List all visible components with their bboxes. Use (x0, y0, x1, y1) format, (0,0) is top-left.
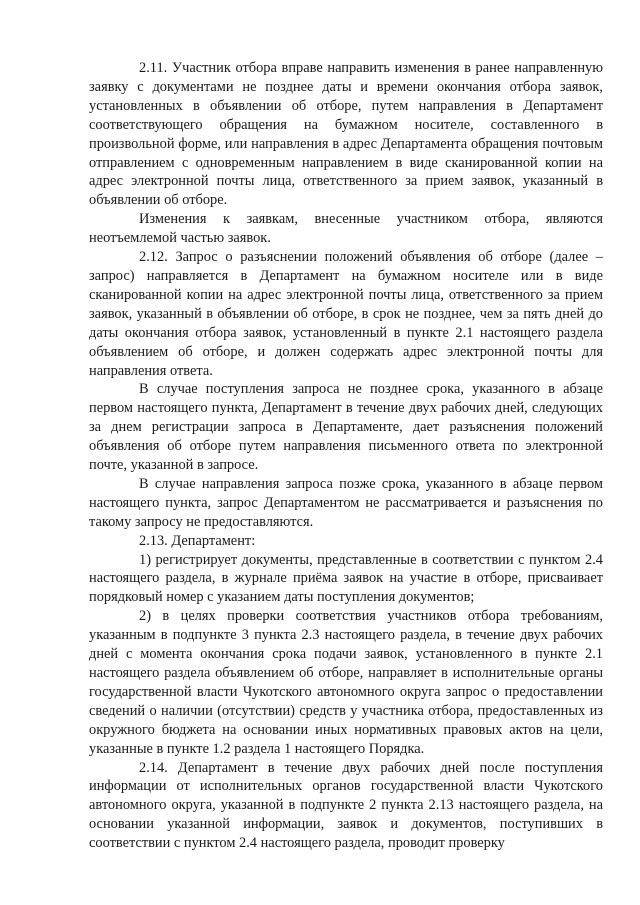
paragraph-2-13-item-1: 1) регистрирует документы, представленные в соответствии с пунктом 2.4 настоящего раздела, в журнале приёма заявок на участие в отборе, присваивает порядковый номер с указанием даты поступления документов; (89, 551, 603, 606)
paragraph-2-11: 2.11. Участник отбора вправе направить изменения в ранее направленную заявку с документами не позднее даты и времени окончания отбора заявок, установленных в объявлении об отборе, путем направления в Департамент соответствующего обращения на бумажном носителе, составленного в произвольной форме, или направления в адрес Департамента обращения почтовым отправлением с одновременным направлением в виде сканированной копии на адрес электронной почты лица, ответственного за прием заявок, указанный в объявлении об отборе. (89, 60, 603, 209)
paragraph-2-14: 2.14. Департамент в течение двух рабочих дней после поступления информации от исполнительных органов государственной власти Чукотского автономного округа, указанной в подпункте 2 пункта 2.13 настоящего раздела, на основании указанной информации, заявок и документов, поступивших в соответствии с пунктом 2.4 настоящего раздела, проводит проверку (89, 759, 603, 852)
paragraph-2-12: 2.12. Запрос о разъяснении положений объявления об отборе (далее – запрос) направляется в Департамент на бумажном носителе или в виде сканированной копии на адрес электронной почты лица, ответственного за прием заявок, указанный в объявлении об отборе, в срок не позднее, чем за пять дней до даты окончания отбора заявок, установленный в пункте 2.1 настоящего раздела объявлением об отборе, и должен содержать адрес электронной почты для направления ответа. (89, 249, 603, 379)
paragraph-2-13-heading: 2.13. Департамент: (139, 532, 256, 549)
paragraph-2-13-item-2: 2) в целях проверки соответствия участников отбора требованиям, указанным в подпункте 3 пункта 2.3 настоящего раздела, в течение двух рабочих дней с момента окончания срока подачи заявок, установленного в пункте 2.1 настоящего раздела объявлением об отборе, направляет в исполнительные органы государственной власти Чукотского автономного округа запрос о предоставлении сведений о наличии (отсутствии) средств у участника отбора, предоставленных из окружного бюджета на основании иных нормативных правовых актов на цели, указанные в пункте 1.2 раздела 1 настоящего Порядка. (89, 608, 603, 757)
document-page (89, 59, 603, 853)
paragraph-changes-note: Изменения к заявкам, внесенные участником отбора, являются неотъемлемой частью заявок. (89, 211, 603, 247)
paragraph-request-late: В случае направления запроса позже срока, указанного в абзаце первом настоящего пункта, запрос Департаментом не рассматривается и разъяснения по такому запросу не предоставляются. (89, 475, 603, 530)
paragraph-request-in-time: В случае поступления запроса не позднее срока, указанного в абзаце первом настоящего пункта, Департамент в течение двух рабочих дней, следующих за днем регистрации запроса в Департаменте, дает разъяснения положений объявления об отборе путем направления письменного ответа по электронной почте, указанной в запросе. (89, 381, 603, 474)
